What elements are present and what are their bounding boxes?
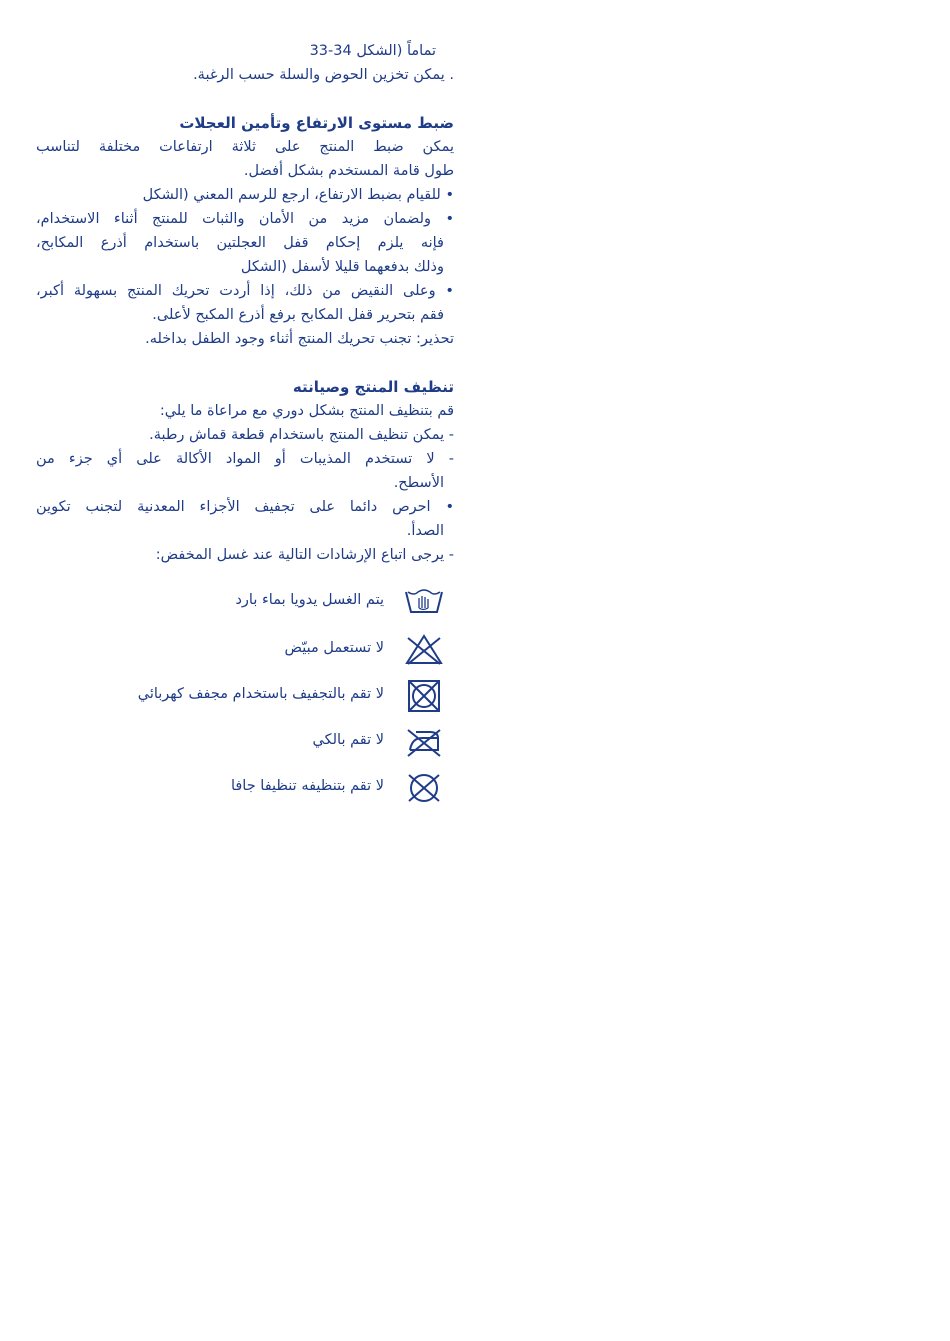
intro-line-1: تماماً (الشكل 34-33	[309, 43, 436, 59]
no-bleach-icon	[404, 634, 444, 666]
cleaning-item-2-line-2: الأسطح.	[393, 475, 444, 491]
cleaning-item-3-line-2: الصدأ.	[406, 523, 444, 539]
no-iron-icon	[404, 726, 444, 758]
care-text-no-bleach: لا تستعمل مبيّض	[284, 640, 384, 656]
manual-text-column	[36, 0, 454, 820]
height-bullet-3-line-2: فقم بتحرير قفل المكابح برفع أذرع المكبح لأعلى.	[152, 307, 444, 323]
hand-wash-icon	[404, 586, 444, 618]
care-text-no-tumble-dry: لا تقم بالتجفيف باستخدام مجفف كهربائي	[137, 686, 384, 702]
cleaning-item-3-line-1: • احرص دائما على تجفيف الأجزاء المعدنية لتجنب تكوين	[36, 499, 454, 515]
care-text-no-dry-clean: لا تقم بتنظيفه تنظيفا جافا	[230, 778, 384, 794]
intro-line-2: . يمكن تخزين الحوض والسلة حسب الرغبة.	[193, 67, 454, 83]
height-bullet-1: • للقيام بضبط الارتفاع، ارجع للرسم المعني (الشكل	[142, 187, 454, 203]
cleaning-item-2-line-1: - لا تستخدم المذيبات أو المواد الأكالة على أي جزء من	[36, 451, 454, 467]
cleaning-item-1: - يمكن تنظيف المنتج باستخدام قطعة قماش رطبة.	[149, 427, 454, 443]
cleaning-section-heading: تنظيف المنتج وصيانته	[292, 378, 454, 396]
no-dry-clean-icon	[404, 772, 444, 804]
care-row-hand-wash	[36, 586, 454, 624]
cleaning-item-4: - يرجى اتباع الإرشادات التالية عند غسل المخفض:	[155, 547, 454, 563]
height-bullet-3-line-1: • وعلى النقيض من ذلك، إذا أردت تحريك المنتج بسهولة أكبر،	[36, 283, 454, 299]
height-paragraph-line-2: طول قامة المستخدم بشكل أفضل.	[243, 163, 454, 179]
height-bullet-2-line-1: • ولضمان مزيد من الأمان والثبات للمنتج أثناء الاستخدام،	[36, 211, 454, 227]
height-bullet-2-line-2: فإنه يلزم إحكام قفل العجلتين باستخدام أذرع المكابح،	[36, 235, 444, 251]
care-row-no-bleach	[36, 634, 454, 672]
no-tumble-dry-icon	[404, 680, 444, 712]
height-section-heading: ضبط مستوى الارتفاع وتأمين العجلات	[179, 114, 454, 132]
care-row-no-iron	[36, 726, 454, 764]
care-row-no-tumble-dry	[36, 680, 454, 718]
care-text-no-iron: لا تقم بالكي	[312, 732, 384, 748]
care-row-no-dry-clean	[36, 772, 454, 810]
height-bullet-2-line-3: وذلك بدفعهما قليلا لأسفل (الشكل	[240, 259, 444, 275]
height-paragraph-line-1: يمكن ضبط المنتج على ثلاثة ارتفاعات مختلفة لتناسب	[36, 139, 454, 155]
cleaning-intro: قم بتنظيف المنتج بشكل دوري مع مراعاة ما يلي:	[159, 403, 454, 419]
care-text-hand-wash: يتم الغسل يدويا بماء بارد	[235, 592, 384, 608]
warning-text: تحذير: تجنب تحريك المنتج أثناء وجود الطفل بداخله.	[145, 331, 454, 347]
